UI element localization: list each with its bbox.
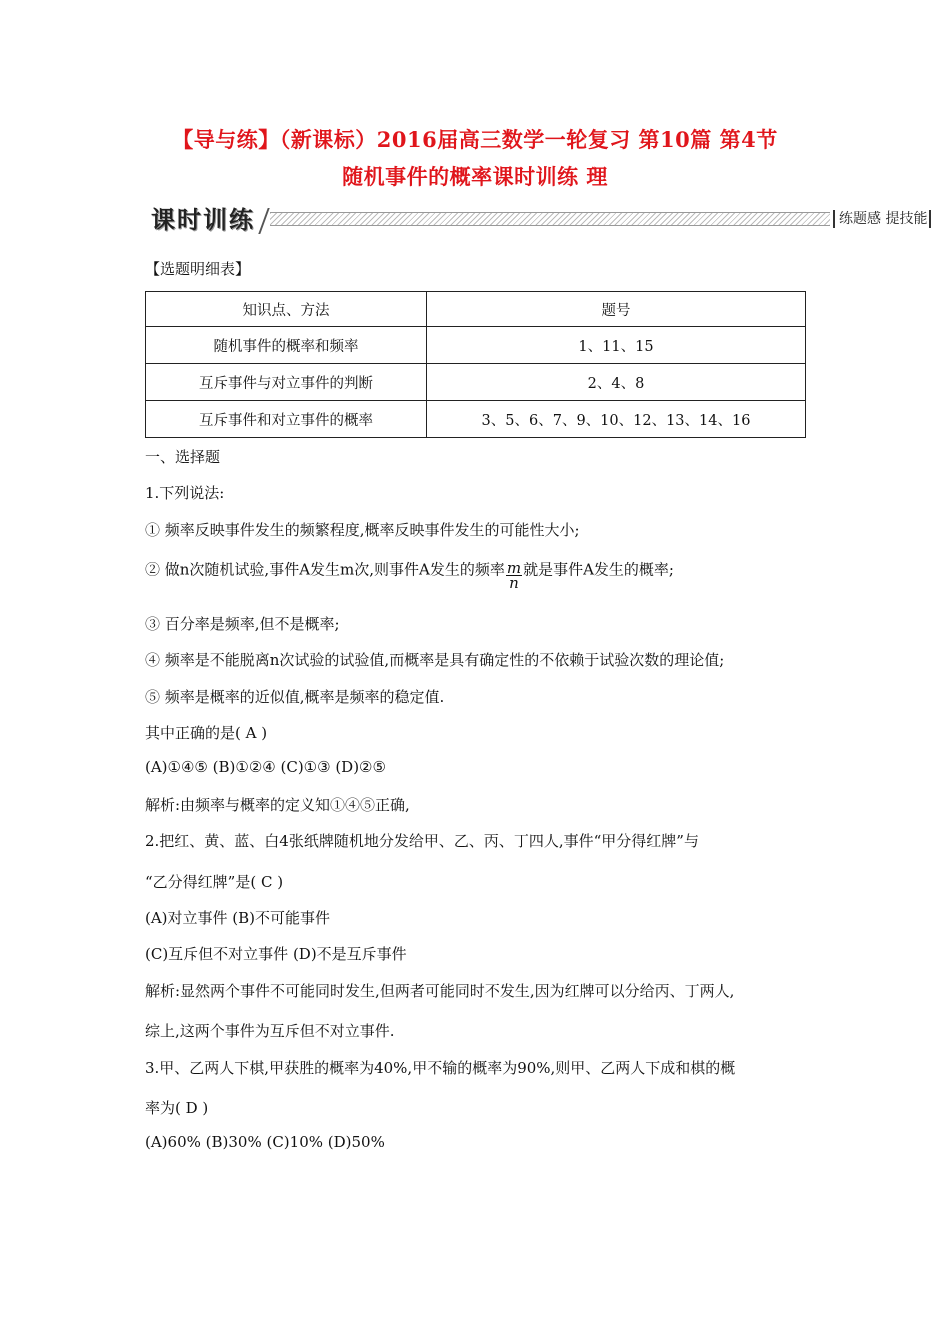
- table-cell: 1、11、15: [427, 327, 806, 364]
- q1-stem: 1.下列说法:: [145, 484, 225, 502]
- q3-options: (A)60% (B)30% (C)10% (D)50%: [145, 1133, 385, 1151]
- q2-analysis-line1: 解析:显然两个事件不可能同时发生,但两者可能同时不发生,因为红牌可以分给丙、丁两人,: [145, 982, 735, 1000]
- q1-options: (A)①④⑤ (B)①②④ (C)①③ (D)②⑤: [145, 758, 386, 776]
- table-row: [146, 364, 806, 401]
- q1-statement-4: ④ 频率是不能脱离n次试验的试验值,而概率是具有确定性的不依赖于试验次数的理论值;: [145, 651, 725, 669]
- banner-slash-decoration: [258, 208, 269, 234]
- q2-stem-line1: 2.把红、黄、蓝、白4张纸牌随机地分发给甲、乙、丙、丁四人,事件“甲分得红牌”与: [145, 832, 699, 850]
- q3-stem-line1: 3.甲、乙两人下棋,甲获胜的概率为40%,甲不输的概率为90%,则甲、乙两人下成和棋的概: [145, 1059, 736, 1077]
- table-header-cell: 知识点、方法: [146, 292, 427, 327]
- doc-title-line1: 【导与练】（新课标）2016届高三数学一轮复习 第10篇 第4节: [172, 127, 778, 152]
- q1-statement-5: ⑤ 频率是概率的近似值,概率是频率的稳定值.: [145, 688, 445, 706]
- q2-stem-line2: “乙分得红牌”是( C ): [145, 873, 284, 891]
- q1-statement-2-text-b: 就是事件A发生的概率;: [523, 560, 674, 579]
- q1-statement-1: ① 频率反映事件发生的频繁程度,概率反映事件发生的可能性大小;: [145, 521, 580, 539]
- table-row: [146, 327, 806, 364]
- table-cell: 2、4、8: [427, 364, 806, 401]
- table-header-cell: 题号: [427, 292, 806, 327]
- doc-title-line2: 随机事件的概率课时训练 理: [342, 164, 608, 189]
- table-cell: 互斥事件与对立事件的判断: [146, 364, 427, 401]
- fraction-denominator: n: [509, 574, 519, 592]
- table-cell: 3、5、6、7、9、10、12、13、14、16: [427, 401, 806, 438]
- fraction-m-over-n: [506, 561, 522, 590]
- detail-table-label: 【选题明细表】: [145, 260, 251, 278]
- q1-statement-3: ③ 百分率是频率,但不是概率;: [145, 615, 340, 633]
- banner-badge: 课时训练: [151, 206, 255, 234]
- q1-question: 其中正确的是( A ): [145, 724, 268, 742]
- fraction-numerator: m: [506, 559, 522, 577]
- q1-statement-2: [145, 556, 674, 592]
- section-heading: 一、选择题: [145, 448, 221, 466]
- q2-options-line2: (C)互斥但不对立事件 (D)不是互斥事件: [145, 945, 407, 963]
- banner-hatched-line: [270, 212, 830, 226]
- section-banner: [145, 200, 950, 236]
- q1-statement-2-text-a: ② 做n次随机试验,事件A发生m次,则事件A发生的频率: [145, 560, 505, 579]
- q2-options-line1: (A)对立事件 (B)不可能事件: [145, 909, 331, 927]
- topic-detail-table: [145, 291, 806, 438]
- q3-stem-line2: 率为( D ): [145, 1099, 209, 1117]
- table-header-row: [146, 292, 806, 327]
- q2-analysis-line2: 综上,这两个事件为互斥但不对立事件.: [145, 1022, 395, 1040]
- table-cell: 互斥事件和对立事件的概率: [146, 401, 427, 438]
- table-cell: 随机事件的概率和频率: [146, 327, 427, 364]
- q1-analysis: 解析:由频率与概率的定义知①④⑤正确,: [145, 796, 410, 814]
- banner-tag: 练题感 提技能: [833, 210, 931, 228]
- table-row: [146, 401, 806, 438]
